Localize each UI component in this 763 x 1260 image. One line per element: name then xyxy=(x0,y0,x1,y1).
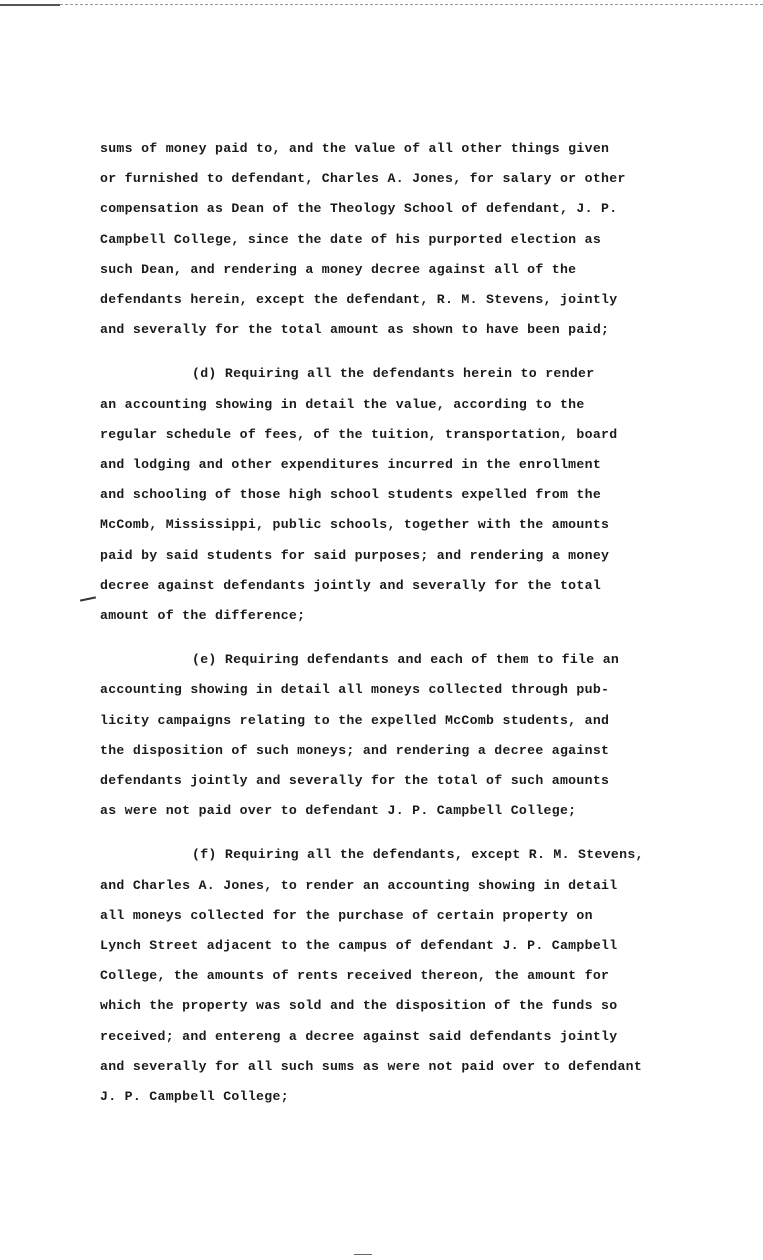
text-line: or furnished to defendant, Charles A. Jones, for salary or other xyxy=(100,171,626,187)
bottom-edge-mark xyxy=(354,1254,372,1255)
text-line: and Charles A. Jones, to render an accounting showing in detail xyxy=(100,877,618,893)
text-line: an accounting showing in detail the value, according to the xyxy=(100,396,585,412)
text-line: amount of the difference; xyxy=(100,608,306,624)
text-line: licity campaigns relating to the expelled McComb students, and xyxy=(100,712,610,728)
text-line: defendants herein, except the defendant, R. M. Stevens, jointly xyxy=(100,292,618,308)
text-line: as were not paid over to defendant J. P. Campbell College; xyxy=(100,803,577,819)
margin-pen-mark xyxy=(80,596,96,601)
text-line: (e) Requiring defendants and each of them to file an xyxy=(192,652,620,668)
paragraph-e xyxy=(100,645,710,826)
text-line: defendants jointly and severally for the total of such amounts xyxy=(100,773,610,789)
text-line: College, the amounts of rents received thereon, the amount for xyxy=(100,968,610,984)
paragraph-f xyxy=(100,840,710,1112)
text-line: sums of money paid to, and the value of all other things given xyxy=(100,141,610,156)
text-line: accounting showing in detail all moneys collected through pub- xyxy=(100,682,610,698)
paragraph-gap xyxy=(100,345,710,359)
top-edge-rule xyxy=(0,4,763,6)
top-edge-mark xyxy=(0,4,60,6)
paragraph-d xyxy=(100,359,710,631)
text-line: all moneys collected for the purchase of certain property on xyxy=(100,907,593,923)
text-line: decree against defendants jointly and severally for the total xyxy=(100,577,602,593)
text-line: received; and entereng a decree against said defendants jointly xyxy=(100,1028,618,1044)
text-line: (f) Requiring all the defendants, except R. M. Stevens, xyxy=(192,847,644,863)
paragraph-gap xyxy=(100,826,710,840)
text-line: and schooling of those high school students expelled from the xyxy=(100,487,602,503)
text-line: J. P. Campbell College; xyxy=(100,1089,289,1105)
text-line: regular schedule of fees, of the tuition, transportation, board xyxy=(100,426,618,442)
text-line: and severally for all such sums as were not paid over to defendant xyxy=(100,1058,643,1074)
text-line: and severally for the total amount as shown to have been paid; xyxy=(100,322,610,338)
text-line: compensation as Dean of the Theology School of defendant, J. P. xyxy=(100,201,618,217)
document-page xyxy=(100,134,710,1112)
text-line: and lodging and other expenditures incurred in the enrollment xyxy=(100,457,602,473)
text-line: (d) Requiring all the defendants herein to render xyxy=(192,366,595,382)
text-line: Campbell College, since the date of his purported election as xyxy=(100,231,602,247)
text-line: which the property was sold and the disposition of the funds so xyxy=(100,998,618,1014)
text-line: Lynch Street adjacent to the campus of defendant J. P. Campbell xyxy=(100,938,618,954)
text-line: such Dean, and rendering a money decree against all of the xyxy=(100,261,577,277)
text-line: the disposition of such moneys; and rendering a decree against xyxy=(100,742,610,758)
paragraph-c-continued xyxy=(100,134,710,345)
paragraph-gap xyxy=(100,631,710,645)
text-line: paid by said students for said purposes; and rendering a money xyxy=(100,547,610,563)
text-line: McComb, Mississippi, public schools, together with the amounts xyxy=(100,517,610,533)
